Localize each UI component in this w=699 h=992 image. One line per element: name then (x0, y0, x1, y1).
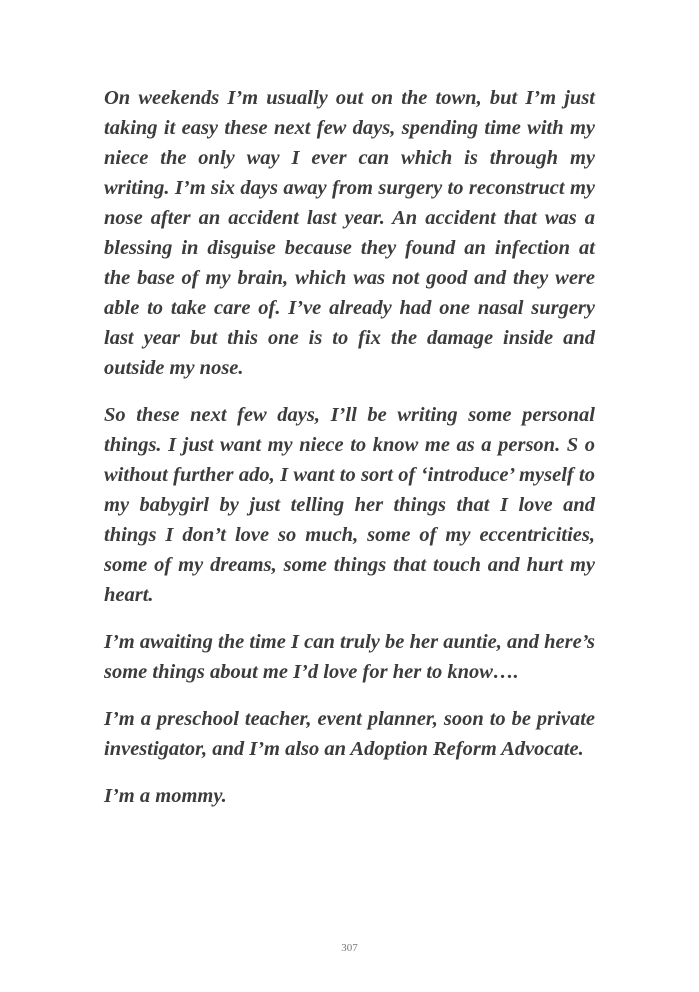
paragraph-2: So these next few days, I’ll be writing some personal things. I just want my niece to know me as a person. S o without further ado, I want to sort of ‘introduce’ myself to my babygirl by just telling her things that I love and things I don’t love so much, some of my eccentricities, some of my dreams, some things that touch and hurt my heart. (104, 404, 595, 606)
paragraph-4: I’m a preschool teacher, event planner, soon to be private investigator, and I’m also an Adoption Reform Advocate. (104, 708, 595, 760)
paragraph-3: I’m awaiting the time I can truly be her auntie, and here’s some things about me I’d love for her to know…. (104, 631, 595, 683)
page-number: 307 (341, 942, 358, 954)
paragraph-1: On weekends I’m usually out on the town, but I’m just taking it easy these next few days, spending time with my niece the only way I ever can which is through my writing. I’m six days away from surgery to reconstruct my nose after an accident last year. An accident that was a blessing in disguise because they found an infection at the base of my brain, which was not good and they were able to take care of. I’ve already had one nasal surgery last year but this one is to fix the damage inside and outside my nose. (104, 87, 595, 379)
paragraph-5: I’m a mommy. (104, 785, 227, 807)
body-text (104, 83, 595, 828)
